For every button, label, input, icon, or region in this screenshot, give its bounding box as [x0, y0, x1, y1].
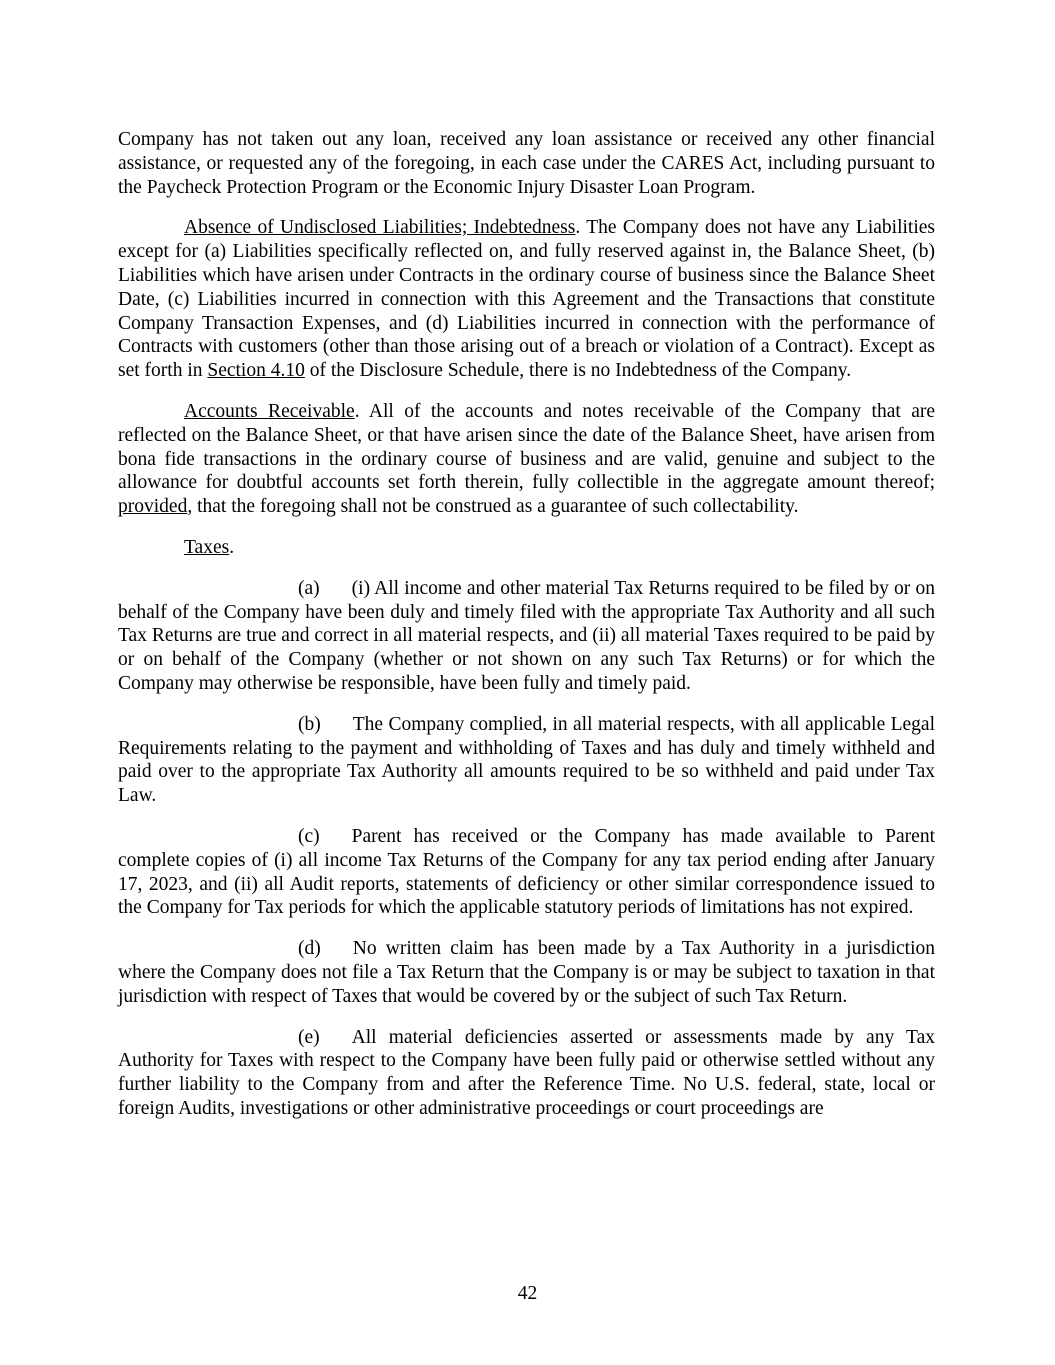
section-heading-taxes: Taxes — [184, 536, 230, 558]
paragraph-tax-d — [118, 937, 935, 1008]
paragraph-tax-c — [118, 825, 935, 920]
paragraph-text: Company has not taken out any loan, received any loan assistance or received any other financial assistance, or requested any of the foregoing, in each case under the CARES Act, including pursuant to the Paycheck Protection Program or the Economic Injury Disaster Loan Program. — [118, 129, 935, 198]
document-body — [118, 128, 935, 1121]
clause-label-a: (a) — [298, 577, 320, 599]
paragraph-undisclosed-liabilities — [118, 216, 935, 383]
paragraph-text-part2: , that the foregoing shall not be construed as a guarantee of such collectability. — [187, 496, 799, 518]
paragraph-text-part2: of the Disclosure Schedule, there is no Indebtedness of the Company. — [304, 360, 852, 382]
clause-label-b: (b) — [298, 713, 321, 735]
paragraph-text: Parent has received or the Company has made available to Parent complete copies of (i) all income Tax Returns of the Company for any tax period ending after January 17, 2023, and (ii) all Audit reports, statements of deficiency or other similar correspondence issued to the Company for Tax periods for which the applicable statutory periods of limitations has not expired. — [118, 825, 935, 919]
paragraph-text: No written claim has been made by a Tax Authority in a jurisdiction where the Company does not file a Tax Return that the Company is or may be subject to taxation in that jurisdiction with respect of Taxes that would be covered by or the subject of such Tax Return. — [118, 938, 935, 1007]
paragraph-cares-act — [118, 128, 935, 199]
page-number: 42 — [517, 1283, 538, 1304]
cross-reference-section-410: Section 4.10 — [207, 360, 305, 382]
paragraph-text: The Company complied, in all material respects, with all applicable Legal Requirements relating to the payment and withholding of Taxes and has duly and timely withheld and paid over to the appropriate Tax Authority all amounts required to be so withheld and paid under Tax Law. — [118, 713, 935, 807]
paragraph-tax-e — [118, 1026, 935, 1121]
clause-label-d: (d) — [298, 938, 321, 960]
paragraph-tax-b — [118, 713, 935, 808]
section-heading-undisclosed-liabilities: Absence of Undisclosed Liabilities; Indebtedness — [184, 217, 576, 239]
paragraph-taxes-heading — [118, 536, 935, 560]
section-heading-accounts-receivable: Accounts Receivable — [184, 400, 355, 422]
clause-label-e: (e) — [298, 1026, 320, 1048]
paragraph-accounts-receivable — [118, 400, 935, 519]
paragraph-tax-a — [118, 577, 935, 696]
emphasis-provided: provided — [118, 496, 188, 518]
clause-label-c: (c) — [298, 825, 320, 847]
paragraph-text: All material deficiencies asserted or assessments made by any Tax Authority for Taxes with respect to the Company have been fully paid or otherwise settled without any further liability to the Company from and after the Reference Time. No U.S. federal, state, local or foreign Audits, investigations or other administrative proceedings or court proceedings are — [118, 1026, 935, 1119]
paragraph-text-part1: . All of the accounts and notes receivable of the Company that are reflected on the Balance Sheet, or that have arisen since the date of the Balance Sheet, have arisen from bona fide transactions in the ordinary course of business and are valid, genuine and subject to the allowance for doubtful accounts set forth therein, fully collectible in the aggregate amount thereof; — [118, 400, 935, 494]
paragraph-text-part1: . The Company does not have any Liabilities except for (a) Liabilities specifically reflected on, and fully reserved against in, the Balance Sheet, (b) Liabilities which have arisen under Contracts in the ordinary course of business since the Balance Sheet Date, (c) Liabilities incurred in connection with this Agreement and the Transactions that constitute Company Transaction Expenses, and (d) Liabilities incurred in connection with the performance of Contracts with customers (other than those arising out of a breach or violation of a Contract). Except as set forth in — [118, 217, 935, 382]
paragraph-text: (i) All income and other material Tax Returns required to be filed by or on behalf of the Company have been duly and timely filed with the appropriate Tax Authority and all such Tax Returns are true and correct in all material respects, and (ii) all material Taxes required to be paid by or on behalf of the Company (whether or not shown on any such Tax Returns) or for which the Company may otherwise be responsible, have been fully and timely paid. — [118, 577, 935, 694]
paragraph-text: . — [229, 536, 235, 558]
